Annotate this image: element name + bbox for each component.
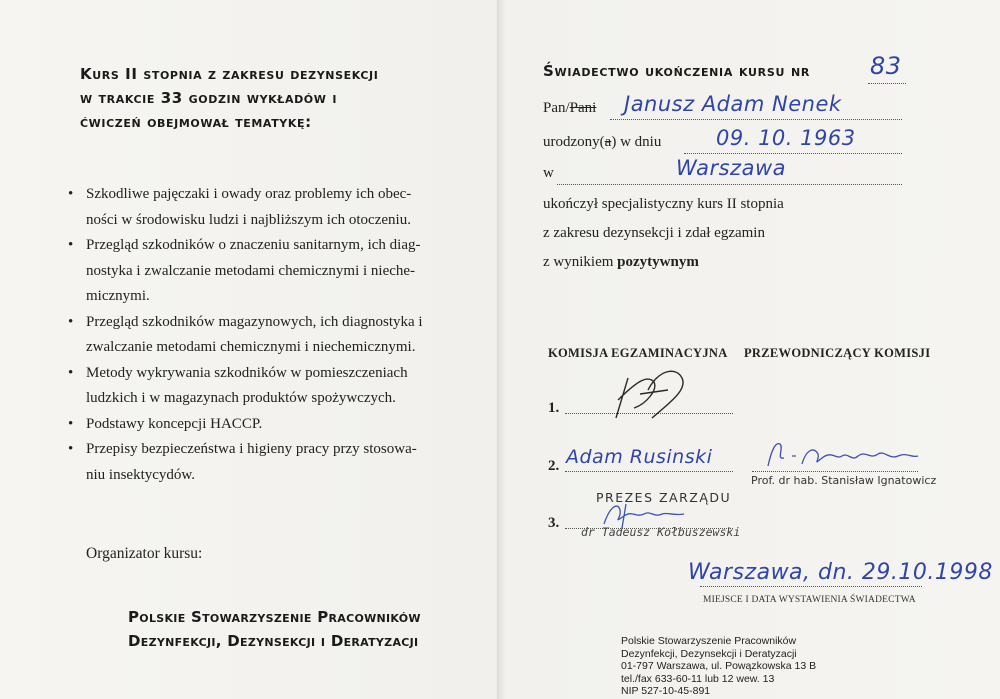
born-label — [543, 134, 661, 154]
name-line — [610, 118, 902, 120]
issue-place-date: Warszawa, dn. 29.10.1998 — [688, 560, 993, 585]
topic-item — [66, 233, 466, 310]
topic-line: • Przegląd szkodników o znaczeniu sanitarnym, ich diag- — [86, 237, 421, 253]
stamp-line: Dezynfekcji, Dezynsekcji i Deratyzacji — [621, 647, 797, 660]
stamp-line: 01-797 Warszawa, ul. Powązkowska 13 B — [621, 660, 817, 672]
result-line — [543, 254, 699, 271]
birth-place-line — [557, 183, 902, 185]
commission-label: KOMISJA EGZAMINACYJNA — [548, 346, 728, 360]
issue-place-date-caption: MIEJSCE I DATA WYSTAWIENIA ŚWIADECTWA — [703, 595, 916, 605]
born-label-part: urodzony( — [543, 134, 605, 150]
chair-label: PRZEWODNICZĄCY KOMISJI — [744, 346, 931, 360]
topic-line: micznymi. — [86, 288, 150, 304]
topic-line: • Metody wykrywania szkodników w pomieszczeniach — [86, 364, 408, 381]
member-number: 1. — [548, 400, 560, 416]
member-number: 3. — [548, 515, 560, 531]
course-heading-line: Kurs II stopnia z zakresu dezynsekcji — [80, 65, 379, 83]
pan-label: Pan/ — [543, 100, 570, 116]
topic-item — [66, 437, 466, 488]
topic-item — [66, 412, 466, 438]
organizer-name-line: Dezynfekcji, Dezynsekcji i Deratyzacji — [128, 632, 419, 650]
stamp-line: NIP 527-10-45-891 — [621, 685, 711, 697]
participant-name: Janusz Adam Nenek — [624, 92, 842, 116]
result-prefix: z wynikiem — [543, 254, 618, 270]
organizer-name — [128, 605, 468, 653]
body-line: ukończył specjalistyczny kurs II stopnia — [543, 196, 784, 212]
page-fold — [497, 0, 499, 699]
topic-line: ności w środowisku ludzi i najbliższym ich otoczeniu. — [86, 211, 411, 228]
topic-item — [66, 310, 466, 361]
topic-line: • Szkodliwe pajęczaki i owady oraz problemy ich obec- — [86, 186, 412, 202]
signature-1 — [588, 360, 698, 430]
course-heading — [80, 62, 440, 134]
topic-line: niu insektycydów. — [86, 466, 196, 483]
issue-place-date-line — [700, 586, 922, 587]
born-label-part: ) w dniu — [611, 134, 662, 150]
born-label-gender: a — [604, 134, 612, 150]
prezes-name: dr Tadeusz Kołbuszewski — [581, 525, 741, 539]
birth-date: 09. 10. 1963 — [716, 126, 856, 150]
signature-line — [565, 471, 733, 472]
certificate-title: Świadectwo ukończenia kursu nr — [543, 62, 811, 80]
certificate-number-line — [868, 82, 906, 84]
prezes-label: PREZES ZARZĄDU — [596, 490, 732, 505]
topic-line: zwalczanie metodami chemicznymi i niechemicznymi. — [86, 339, 416, 355]
organization-stamp — [621, 635, 851, 698]
topics-list — [66, 182, 466, 488]
body-line: z zakresu dezynsekcji i zdał egzamin — [543, 225, 765, 241]
chair-name: Prof. dr hab. Stanisław Ignatowicz — [751, 474, 937, 487]
result-value: pozytywnym — [617, 254, 699, 270]
topic-line: • Przegląd szkodników magazynowych, ich diagnostyka i — [86, 313, 423, 330]
name-label — [543, 100, 596, 120]
topic-item — [66, 182, 466, 233]
topic-line: • Podstawy koncepcji HACCP. — [86, 415, 263, 432]
topic-line: • Przepisy bezpieczeństwa i higieny pracy przy stosowa- — [86, 441, 417, 457]
topic-item — [66, 361, 466, 412]
chair-signature-line — [752, 471, 918, 472]
topic-line: nostyka i zwalczanie metodami chemicznymi i nieche- — [86, 262, 416, 279]
birth-place: Warszawa — [676, 156, 786, 180]
certificate-number: 83 — [870, 52, 902, 80]
member-number: 2. — [548, 458, 560, 474]
birth-date-line — [684, 152, 902, 154]
pani-label: Pani — [569, 100, 597, 116]
signature-2: Adam Rusinski — [566, 446, 713, 468]
organizer-name-line: Polskie Stowarzyszenie Pracowników — [128, 608, 421, 626]
course-heading-line: w trakcie 33 godzin wykładów i — [80, 89, 338, 107]
course-heading-line: ćwiczeń obejmował tematykę: — [80, 113, 312, 131]
stamp-line: Polskie Stowarzyszenie Pracowników — [621, 635, 797, 647]
stamp-line: tel./fax 633-60-11 lub 12 wew. 13 — [621, 672, 775, 685]
organizer-label: Organizator kursu: — [86, 545, 203, 562]
signature-chair — [762, 436, 922, 474]
topic-line: ludzkich i w magazynach produktów spożywczych. — [86, 390, 396, 406]
place-label: w — [543, 165, 554, 181]
